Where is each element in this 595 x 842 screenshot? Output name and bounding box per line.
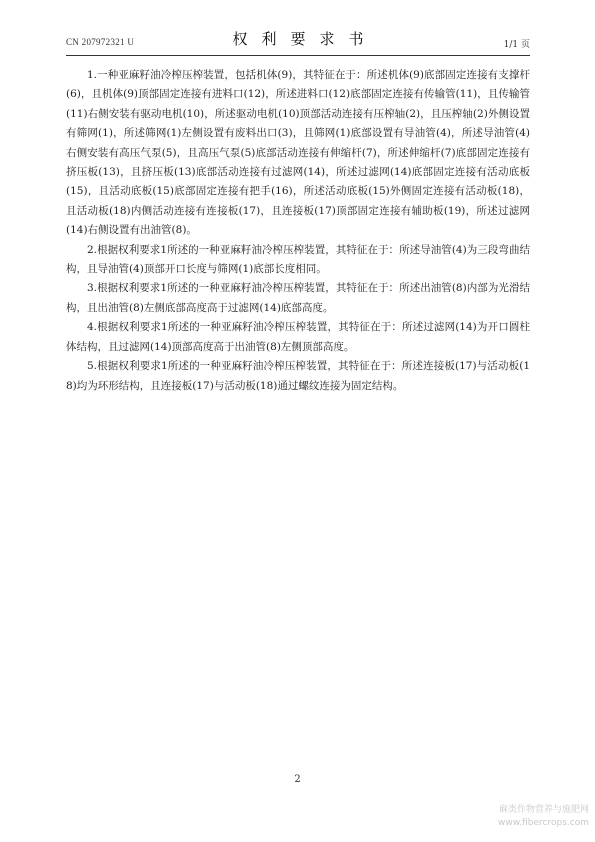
watermark-url: www.fibercrops.com (498, 818, 589, 828)
publication-number: CN 207972321 U (66, 37, 135, 47)
page-count: 1/1 页 (503, 40, 530, 50)
claims-body (66, 66, 530, 396)
watermark-site-name: 麻类作物营养与施肥网 (498, 805, 589, 815)
claim-3: 3.根据权利要求1所述的一种亚麻籽油冷榨压榨装置，其特征在于：所述出油管(8)内部为光滑结构，且出油管(8)左侧底部高度高于过滤网(14)底部高度。 (66, 282, 530, 314)
claim-1: 1.一种亚麻籽油冷榨压榨装置，包括机体(9)，其特征在于：所述机体(9)底部固定连接有支撑杆(6)，且机体(9)顶部固定连接有进料口(12)，所述进料口(12)底部固定连接有传输管(11)，且传输管(11)右侧安装有驱动电机(10)，所述驱动电机(10)顶部活动连接有压榨轴(2)，且压榨轴(2)外侧设置有筛网(1)，所述筛网(1)左侧设置有废料出口(3)，且筛网(1)底部设置有导油管(4)，所述导油管(4)右侧安装有高压气泵(5)，且高压气泵(5)底部活动连接有伸缩杆(7)，所述伸缩杆(7)底部固定连接有挤压板(13)，且挤压板(13)底部活动连接有过滤网(14)，所述过滤网(14)底部固定连接有活动底板(15)，且活动底板(15)底部固定连接有把手(16)，所述活动底板(15)外侧固定连接有活动板(18)，且活动板(18)内侧活动连接有连接板(17)，且连接板(17)顶部固定连接有辅助板(19)，所述过滤网(14)右侧设置有出油管(8)。 (66, 69, 530, 237)
claim-2: 2.根据权利要求1所述的一种亚麻籽油冷榨压榨装置，其特征在于：所述导油管(4)为三段弯曲结构，且导油管(4)顶部开口长度与筛网(1)底部长度相同。 (66, 243, 530, 276)
claim-4: 4.根据权利要求1所述的一种亚麻籽油冷榨压榨装置，其特征在于：所述过滤网(14)为开口圆柱体结构，且过滤网(14)顶部高度高于出油管(8)左侧顶部高度。 (66, 321, 530, 353)
header-divider (66, 55, 530, 56)
site-watermark (449, 804, 589, 830)
page-number: 2 (294, 774, 301, 785)
document-header (66, 28, 530, 54)
page-title: 权利要求书 (232, 30, 378, 48)
claim-5: 5.根据权利要求1所述的一种亚麻籽油冷榨压榨装置，其特征在于：所述连接板(17)与活动板(18)均为环形结构，且连接板(17)与活动板(18)通过螺纹连接为固定结构。 (66, 360, 530, 392)
